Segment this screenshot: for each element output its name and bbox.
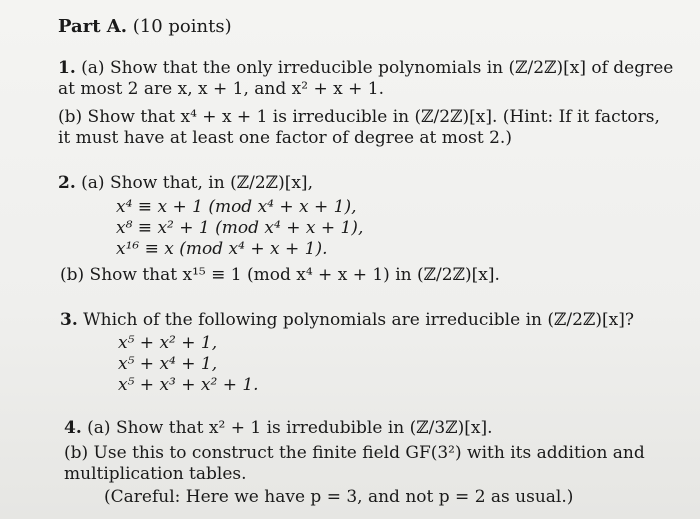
q4-a-line <box>64 418 493 438</box>
q2-a-text: (a) Show that, in (ℤ/2ℤ)[x], <box>81 173 313 193</box>
q2-a-intro <box>58 173 313 193</box>
q4-number: 4. <box>64 418 82 438</box>
q4-a-text: (a) Show that x² + 1 is irredubible in (ℤ/3ℤ)[x]. <box>87 418 493 438</box>
q1-number: 1. <box>58 58 76 78</box>
q3-polynomial-2: x⁵ + x⁴ + 1, <box>118 354 218 374</box>
q2-b-line: (b) Show that x¹⁵ ≡ 1 (mod x⁴ + x + 1) in (ℤ/2ℤ)[x]. <box>60 265 500 285</box>
q3-intro <box>60 310 634 330</box>
q1-a-text: (a) Show that the only irreducible polynomials in (ℤ/2ℤ)[x] of degree <box>81 58 674 78</box>
q4-b-line2: multiplication tables. <box>64 464 247 484</box>
part-heading <box>58 17 232 37</box>
q1-b-line2: it must have at least one factor of degree at most 2.) <box>58 128 512 148</box>
q4-note: (Careful: Here we have p = 3, and not p = 2 as usual.) <box>104 487 574 507</box>
q3-polynomial-1: x⁵ + x² + 1, <box>118 333 218 353</box>
q3-number: 3. <box>60 310 78 330</box>
q3-text: Which of the following polynomials are irreducible in (ℤ/2ℤ)[x]? <box>83 310 634 330</box>
q2-equation-2: x⁸ ≡ x² + 1 (mod x⁴ + x + 1), <box>116 218 364 238</box>
q1-a-line2: at most 2 are x, x + 1, and x² + x + 1. <box>58 79 384 99</box>
q3-polynomial-3: x⁵ + x³ + x² + 1. <box>118 375 259 395</box>
q2-equation-1: x⁴ ≡ x + 1 (mod x⁴ + x + 1), <box>116 197 357 217</box>
q1-b-line1: (b) Show that x⁴ + x + 1 is irreducible in (ℤ/2ℤ)[x]. (Hint: If it factors, <box>58 107 660 127</box>
part-points: (10 points) <box>132 16 232 37</box>
q2-equation-3: x¹⁶ ≡ x (mod x⁴ + x + 1). <box>116 239 328 259</box>
part-label: Part A. <box>58 16 128 37</box>
q1-a-line1 <box>58 58 673 78</box>
q2-number: 2. <box>58 173 76 193</box>
q4-b-line1: (b) Use this to construct the finite field GF(3²) with its addition and <box>64 443 645 463</box>
